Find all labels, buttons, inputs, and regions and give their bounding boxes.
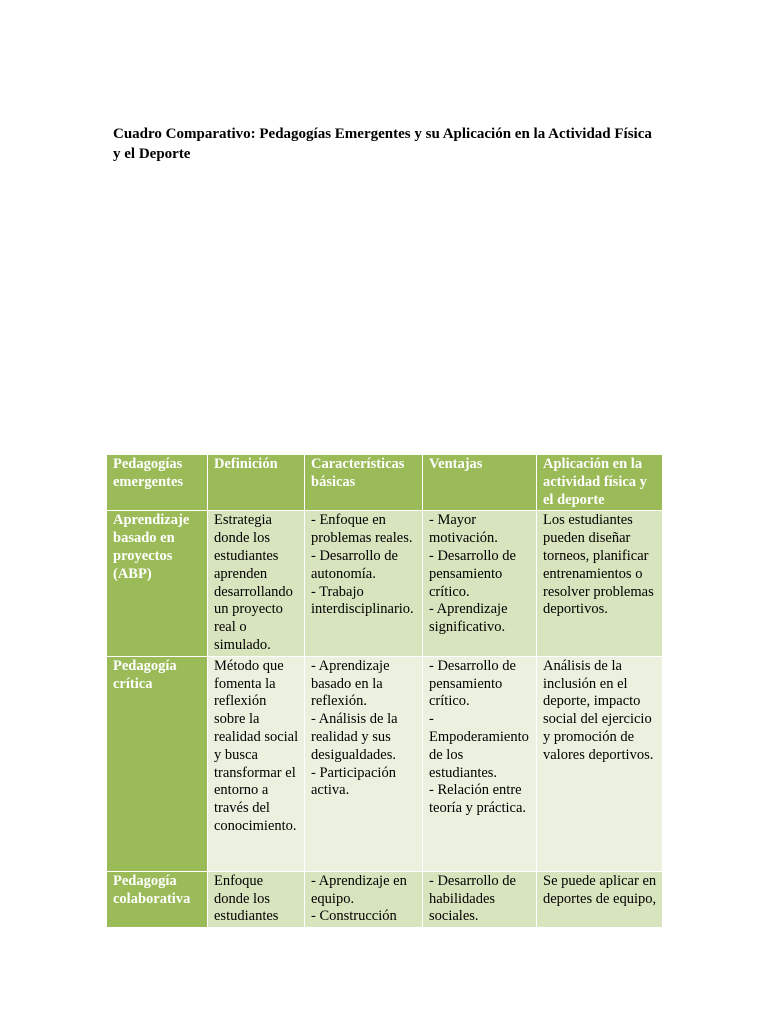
advantage-item: - Desarrollo de habilidades sociales. xyxy=(429,872,516,925)
advantage-item: - Mayor motivación. xyxy=(429,512,498,547)
characteristic-item: - Aprendizaje en equipo. xyxy=(311,872,407,907)
row-advantages xyxy=(423,511,537,656)
row-characteristics xyxy=(305,871,423,927)
header-aplicacion: Aplicación en la actividad física y el deporte xyxy=(537,455,663,511)
characteristic-item: - Análisis de la realidad y sus desigualdades. xyxy=(311,711,398,763)
characteristic-item: - Construcción xyxy=(311,908,397,925)
characteristic-item: - Participación activa. xyxy=(311,764,396,799)
row-pedagogy-name: Pedagogía colaborativa xyxy=(107,871,208,927)
comparison-table xyxy=(106,454,663,928)
row-characteristics xyxy=(305,656,423,871)
header-caracteristicas: Características básicas xyxy=(305,455,423,511)
row-characteristics xyxy=(305,511,423,656)
row-application: Se puede aplicar en deportes de equipo, xyxy=(537,871,663,927)
characteristic-item: - Aprendizaje basado en la reflexión. xyxy=(311,657,390,710)
table-row xyxy=(107,656,663,871)
row-advantages xyxy=(423,871,537,927)
header-definicion: Definición xyxy=(208,455,305,511)
advantage-item: - Aprendizaje significativo. xyxy=(429,601,508,636)
advantage-item: - Empoderamiento de los estudiantes. xyxy=(429,711,529,781)
row-pedagogy-name: Pedagogía crítica xyxy=(107,656,208,871)
document-title: Cuadro Comparativo: Pedagogías Emergentes y su Aplicación en la Actividad Física y el Deporte xyxy=(113,126,652,162)
advantage-item: - Desarrollo de pensamiento crítico. xyxy=(429,547,516,600)
row-pedagogy-name: Aprendizaje basado en proyectos (ABP) xyxy=(107,511,208,656)
row-application: Análisis de la inclusión en el deporte, impacto social del ejercicio y promoción de valores deportivos. xyxy=(537,656,663,871)
advantage-item: - Desarrollo de pensamiento crítico. xyxy=(429,657,516,710)
row-definition: Método que fomenta la reflexión sobre la realidad social y busca transformar el entorno a través del conocimiento. xyxy=(208,656,305,871)
header-pedagogias: Pedagogías emergentes xyxy=(107,455,208,511)
row-definition: Enfoque donde los estudiantes xyxy=(208,871,305,927)
characteristic-item: - Desarrollo de autonomía. xyxy=(311,547,398,582)
header-ventajas: Ventajas xyxy=(423,455,537,511)
characteristic-item: - Trabajo interdisciplinario. xyxy=(311,583,414,618)
table-row xyxy=(107,871,663,927)
advantage-item: - Relación entre teoría y práctica. xyxy=(429,782,527,817)
row-application: Los estudiantes pueden diseñar torneos, planificar entrenamientos o resolver problemas deportivos. xyxy=(537,511,663,656)
row-advantages xyxy=(423,656,537,871)
characteristic-item: - Enfoque en problemas reales. xyxy=(311,512,413,547)
table-header-row xyxy=(107,455,663,511)
row-definition: Estrategia donde los estudiantes aprenden desarrollando un proyecto real o simulado. xyxy=(208,511,305,656)
table-row xyxy=(107,511,663,656)
